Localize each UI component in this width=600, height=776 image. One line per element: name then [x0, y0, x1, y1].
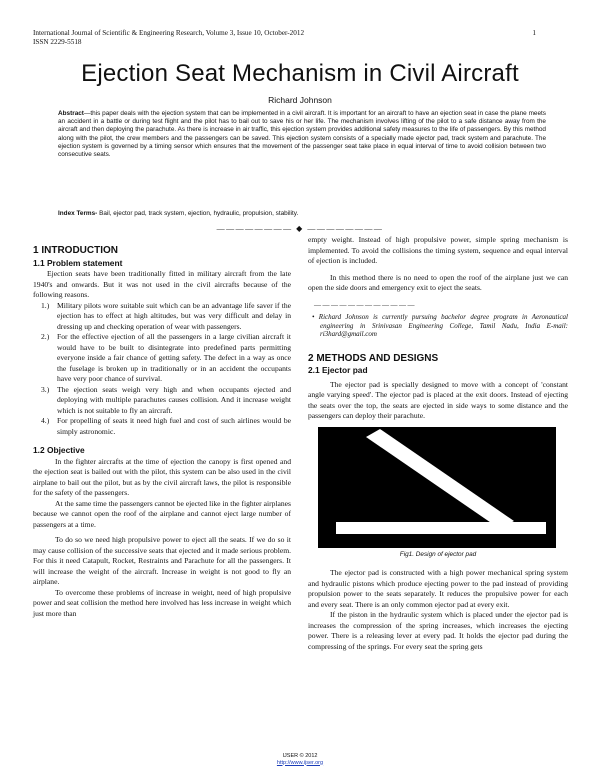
list-text: For propelling of seats it need high fuel and cost of such airlines would be simply astronomic.: [57, 416, 291, 436]
list-number: 1.): [41, 300, 50, 310]
index-terms: [58, 210, 546, 217]
base-track: [336, 522, 546, 534]
list-item: [33, 301, 291, 333]
list-item: [33, 416, 291, 437]
footnote-rule: ————————————: [314, 300, 416, 309]
journal-header: [33, 29, 304, 47]
list-text: The ejection seats weigh very high and when occupants ejected and deploying with multiple parachutes causes collision. And it increase weight which is not suitable to fly an aircraft.: [57, 384, 291, 415]
paragraph: At the same time the passengers cannot be ejected like in the fighter airplanes because we cannot open the roof of the airplane and cannot eject large number of passengers at a time.: [33, 498, 291, 529]
paragraph: To overcome these problems of increase in weight, need of high propulsive power and seat collision the method here involved has less increase in weight which just more than: [33, 587, 291, 618]
section-divider: ———————— ◆ ————————: [216, 224, 384, 233]
list-number: 3.): [41, 384, 50, 394]
subsection-heading-objective: 1.2 Objective: [33, 445, 85, 455]
left-column: [33, 242, 291, 619]
paragraph: Ejection seats have been traditionally fitted in military aircraft from the late 1940's and onwards. But it was not used in the civil aircrafts because of the following reasons.: [33, 269, 291, 299]
paper-title: Ejection Seat Mechanism in Civil Aircraft: [81, 60, 519, 87]
journal-link[interactable]: http://www.ijser.org: [276, 759, 324, 766]
abstract-text: —this paper deals with the ejection system that can be implemented in a civil aircraft. It is important for an aircraft to have an ejection seat in case the plane meets an accident in a battle or during test flight and the pilot has to bail out to save his or her life. The mechanism involves lifting of the pilot to a safe distance away from the aircraft and then deploying the parachute. As there is increase in air traffic, this ejection system provides additional safety measures to the life of passengers. By this method along with the pilot, the crew members and the passengers can be saved. This ejection system consists of a specially made ejector pad, track system and parachute. The ejection system is governed by a timing sensor which ensures that the movement of the passenger seat take place in equal interval of time to avoid collision between two consecutive seats.: [58, 110, 546, 159]
list-text: For the effective ejection of all the passengers in a large civilian aircraft it would have to be built to disintegrate into predefined parts permitting everyone inside a fair chance of getting safety. The defect in a way as once the fuselage is broken up in traditionally or in an accident the occupants have very poor chance of survival.: [57, 332, 291, 383]
journal-name: International Journal of Scientific & Engineering Research, Volume 3, Issue 10, October-2012: [33, 29, 305, 37]
right-column: [308, 235, 568, 652]
list-text: Military pilots wore suitable suit which can be an advantage life saver if the ejection has to effect at high altitudes, but was very difficult and delay in dressing up and checking operation of wear with passengers.: [57, 300, 291, 331]
index-terms-text: Bail, ejector pad, track system, ejection, hydraulic, propulsion, stability.: [97, 210, 299, 217]
author-name: Richard Johnson: [268, 95, 332, 105]
issn: ISSN 2229-5518: [33, 38, 82, 46]
paragraph: To do so we need high propulsive power to eject all the seats. If we do so it may cause collision of the successive seats that ejected and it made serious problem. For this it need Catapult, Rocket, Restraints and Parachute for all the passengers. It will increase the weight of the aircraft. Increase in weight is not good to fly an airplane.: [33, 535, 291, 586]
page-footer: [0, 753, 600, 766]
paragraph: In this method there is no need to open the roof of the airplane just we can open the side doors and emergency exit to eject the seats.: [308, 272, 568, 292]
page-number: 1: [532, 29, 536, 37]
section-heading-methods: 2 METHODS AND DESIGNS: [308, 352, 439, 364]
list-item: [33, 332, 291, 385]
abstract-label: Abstract: [58, 110, 84, 117]
ejector-pad-figure: [318, 427, 556, 548]
subsection-heading-ejector-pad: 2.1 Ejector pad: [308, 365, 368, 376]
figure-caption: Fig1. Design of ejector pad: [399, 550, 477, 558]
reasons-list: [33, 301, 291, 438]
paragraph: The ejector pad is constructed with a high power mechanical spring system and hydraulic pistons which produce ejecting power to the pad instead of providing propulsion power to the seats separately. It reduces the propulsive power for each and every seat. There is an only common ejector pad at every exit.: [308, 568, 568, 609]
list-item: [33, 385, 291, 417]
list-number: 4.): [41, 416, 50, 425]
paragraph: If the piston in the hydraulic system which is placed under the ejector pad is increases the compression of the spring increases, which increases the ejecting power. There is a releasing lever at every pad. It holds the ejector pad during the compressing of the springs. For every seat the spring gets: [308, 610, 568, 651]
copyright: IJSER © 2012: [282, 753, 318, 759]
list-number: 2.): [41, 332, 50, 341]
ejector-pad-drawing: [318, 427, 556, 548]
section-heading-introduction: 1 INTRODUCTION: [33, 245, 118, 256]
abstract: [58, 110, 546, 159]
subsection-heading-problem-statement: 1.1 Problem statement: [33, 257, 123, 268]
index-terms-label: Index Terms-: [58, 210, 98, 217]
paragraph: In the fighter aircrafts at the time of ejection the canopy is first opened and the ejection seat is bailed out with the pilot, this system can be also used in the civil airplane to bail out the pilot, but as by the civil aircraft laws, the pilot is responsible for the safety of the passengers.: [33, 456, 291, 497]
paragraph: empty weight. Instead of high propulsive power, simple spring mechanism is implemented. To avoid the collisions the timing system, sequence and equal interval of ejection is included.: [308, 235, 568, 265]
paragraph: The ejector pad is specially designed to move with a concept of 'constant angle varying speed'. The ejector pad is placed at the exit doors. Instead of ejecting the seats over the top, the seats are ejected in side ways to some distance and the passengers can deploy their parachute.: [308, 379, 568, 421]
author-footnote: • Richard Johnson is currently pursuing bachelor degree program in Aeronautical engineering in Srinivasan Engineering College, Tamil Nadu, India E-mail: ri3hard@gmail.com: [312, 313, 568, 339]
